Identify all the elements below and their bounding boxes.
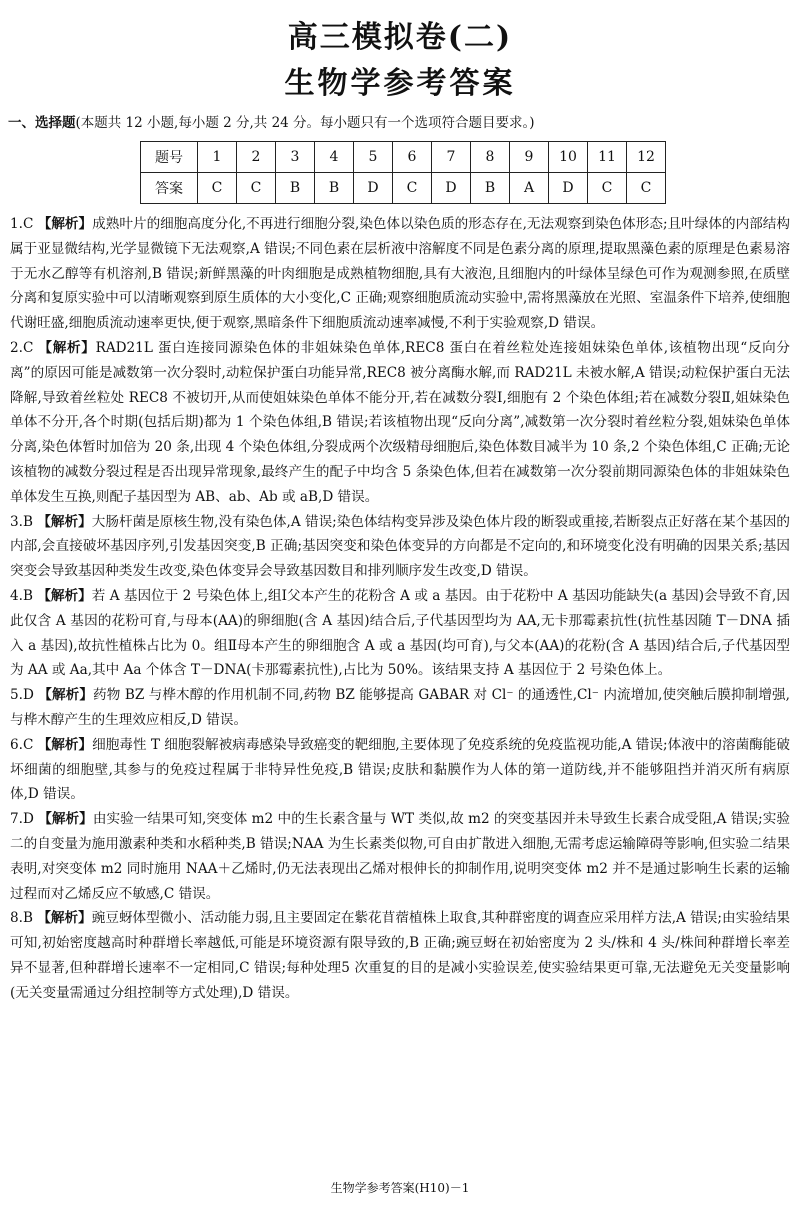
question-number: 2	[237, 142, 276, 173]
explanation-list	[10, 212, 790, 1006]
item-number: 6.C	[10, 736, 34, 753]
explanation-item	[10, 733, 790, 807]
question-number: 12	[627, 142, 666, 173]
answer-cell: C	[393, 173, 432, 204]
question-number: 10	[549, 142, 588, 173]
item-text: 成熟叶片的细胞高度分化,不再进行细胞分裂,染色体以染色质的形态存在,无法观察到染色体形态;且叶绿体的内部结构属于亚显微结构,光学显微镜下无法观察,A 错误;不同色素在层析液中溶解度不同是色素分离的原理,提取黑藻色素的原理是色素易溶于无水乙醇等有机溶剂,B 错误;新鲜黑藻的叶肉细胞是成熟植物细胞,具有大液泡,且细胞内的叶绿体呈绿色可作为观测参照,在质壁分离和复原实验中可以清晰观察到原生质体的大小变化,C 正确;观察细胞质流动实验中,需将黑藻放在光照、室温条件下培养,使细胞代谢旺盛,细胞质流动速率更快,便于观察,黑暗条件下细胞质流动速率减慢,不利于实验观察,D 错误。	[10, 216, 791, 332]
explanation-item	[10, 807, 790, 906]
item-tag: 【解析】	[37, 736, 93, 753]
answer-cell: C	[237, 173, 276, 204]
exam-subtitle: 生物学参考答案	[284, 66, 516, 101]
explanation-item	[10, 336, 790, 510]
question-number: 7	[432, 142, 471, 173]
item-tag: 【解析】	[38, 339, 96, 356]
answer-cell: B	[471, 173, 510, 204]
page-footer: 生物学参考答案(H10)－1	[330, 1181, 470, 1195]
answer-cell: A	[510, 173, 549, 204]
item-text: 豌豆蚜体型微小、活动能力弱,且主要固定在紫花苜蓿植株上取食,其种群密度的调查应采用样方法,A 错误;由实验结果可知,初始密度越高时种群增长率越低,可能是环境资源有限导致的,B 正确;豌豆蚜在初始密度为 2 头/株和 4 头/株间种群增长率差异不显著,但种群增长速率不一定相同,C 错误;每种处理5 次重复的目的是减小实验误差,使实验结果更可靠,无法避免无关变量影响(无关变量需通过分组控制等方式处理),D 错误。	[10, 910, 791, 1001]
answer-table	[140, 141, 666, 204]
answer-table-row-answers	[141, 173, 666, 204]
question-number: 6	[393, 142, 432, 173]
exam-title: 高三模拟卷(二)	[287, 20, 513, 55]
section-instruction: (本题共 12 小题,每小题 2 分,共 24 分。每小题只有一个选项符合题目要求。)	[75, 115, 535, 131]
item-number: 4.B	[10, 587, 33, 604]
item-tag: 【解析】	[38, 811, 93, 828]
item-tag: 【解析】	[38, 687, 94, 704]
answer-cell: D	[432, 173, 471, 204]
question-number: 11	[588, 142, 627, 173]
item-number: 3.B	[10, 513, 33, 530]
answer-table-row-numbers	[141, 142, 666, 173]
answer-cell: C	[198, 173, 237, 204]
item-text: 药物 BZ 与桦木醇的作用机制不同,药物 BZ 能够提高 GABAR 对 Cl⁻ 的通透性,Cl⁻ 内流增加,使突触后膜抑制增强,与桦木醇产生的生理效应相反,D 错误。	[10, 687, 791, 728]
question-number: 9	[510, 142, 549, 173]
question-number: 3	[276, 142, 315, 173]
row-label-number: 题号	[141, 142, 198, 173]
item-tag: 【解析】	[37, 587, 92, 604]
item-text: 大肠杆菌是原核生物,没有染色体,A 错误;染色体结构变异涉及染色体片段的断裂或重接,若断裂点正好落在某个基因的内部,会直接破坏基因序列,引发基因突变,B 正确;基因突变和染色体变异的方向都是不定向的,和环境变化没有明确的因果关系;基因突变会导致基因种类发生改变,染色体变异会导致基因数目和排列顺序发生改变,D 错误。	[10, 513, 791, 580]
answer-cell: D	[354, 173, 393, 204]
item-number: 8.B	[10, 910, 33, 927]
item-text: 细胞毒性 T 细胞裂解被病毒感染导致癌变的靶细胞,主要体现了免疫系统的免疫监视功能,A 错误;体液中的溶菌酶能破坏细菌的细胞壁,其参与的免疫过程属于非特异性免疫,B 错误;皮肤和黏膜作为人体的第一道防线,并不能够阻挡并消灭所有病原体,D 错误。	[10, 736, 790, 803]
explanation-item	[10, 906, 790, 1005]
explanation-item	[10, 683, 790, 733]
item-number: 2.C	[10, 339, 34, 356]
question-number: 8	[471, 142, 510, 173]
explanation-item	[10, 584, 790, 683]
row-label-answer: 答案	[141, 173, 198, 204]
answer-cell: B	[276, 173, 315, 204]
question-number: 5	[354, 142, 393, 173]
question-number: 1	[198, 142, 237, 173]
answer-cell: D	[549, 173, 588, 204]
item-text: 若 A 基因位于 2 号染色体上,组Ⅰ父本产生的花粉含 A 或 a 基因。由于花粉中 A 基因功能缺失(a 基因)会导致不育,因此仅含 A 基因的花粉可育,与母本(AA)的卵细胞(含 A 基因)结合后,子代基因型均为 AA,无卡那霉素抗性(抗性基因随 T－DNA 插入 a 基因),故抗性植株占比为 0。组Ⅱ母本产生的卵细胞含 A 或 a 基因(均可育),与父本(AA)的花粉(含 A 基因)结合后,子代基因型为 AA 或 Aa,其中 Aa 个体含 T－DNA(卡那霉素抗性),占比为 50%。该结果支持 A 基因位于 2 号染色体上。	[10, 587, 790, 679]
item-tag: 【解析】	[37, 513, 92, 530]
explanation-item	[10, 510, 790, 584]
item-text: 由实验一结果可知,突变体 m2 中的生长素含量与 WT 类似,故 m2 的突变基因并未导致生长素合成受阻,A 错误;实验二的自变量为施用激素种类和水稻种类,B 错误;NAA 为生长素类似物,可自由扩散进入细胞,无需考虑运输障碍等影响,但实验二结果表明,对突变体 m2 同时施用 NAA＋乙烯时,仍无法表现出乙烯对根伸长的抑制作用,说明突变体 m2 并不是通过影响生长素的运输过程而对乙烯反应不敏感,C 错误。	[10, 811, 790, 902]
item-tag: 【解析】	[37, 216, 93, 232]
item-text: RAD21L 蛋白连接同源染色体的非姐妹染色单体,REC8 蛋白在着丝粒处连接姐妹染色单体,该植物出现“反向分离”的原因可能是减数第一次分裂时,动粒保护蛋白功能异常,REC8 被分离酶水解,而 RAD21L 未被水解,A 错误;动粒保护蛋白无法降解,导致着丝粒处 REC8 不被切开,从而使姐妹染色单体不能分开,若在减数分裂Ⅰ,细胞有 2 个染色体组;若在减数分裂Ⅱ,姐妹染色单体不分开,各个时期(包括后期)都为 1 个染色体组,B 错误;若该植物出现“反向分离”,减数第一次分裂时着丝粒分裂,姐妹染色单体分离,染色体暂时加倍为 20 条,出现 4 个染色体组,分裂成两个次级精母细胞后,染色体数目减半为 10 条,2 个染色体组,C 正确;无论该植物的减数分裂过程是否出现异常现象,最终产生的配子中均含 5 条染色体,但若在减数第一次分裂前期同源染色体的非姐妹染色单体发生互换,则配子基因型为 AB、ab、Ab 或 aB,D 错误。	[10, 339, 791, 505]
section-header	[8, 111, 535, 131]
explanation-item	[10, 212, 790, 336]
item-number: 7.D	[10, 811, 34, 828]
answer-cell: C	[627, 173, 666, 204]
item-number: 5.D	[10, 687, 34, 704]
section-heading: 一、选择题	[8, 115, 76, 131]
item-tag: 【解析】	[37, 910, 92, 927]
question-number: 4	[315, 142, 354, 173]
item-number: 1.C	[10, 216, 34, 232]
answer-cell: C	[588, 173, 627, 204]
answer-cell: B	[315, 173, 354, 204]
